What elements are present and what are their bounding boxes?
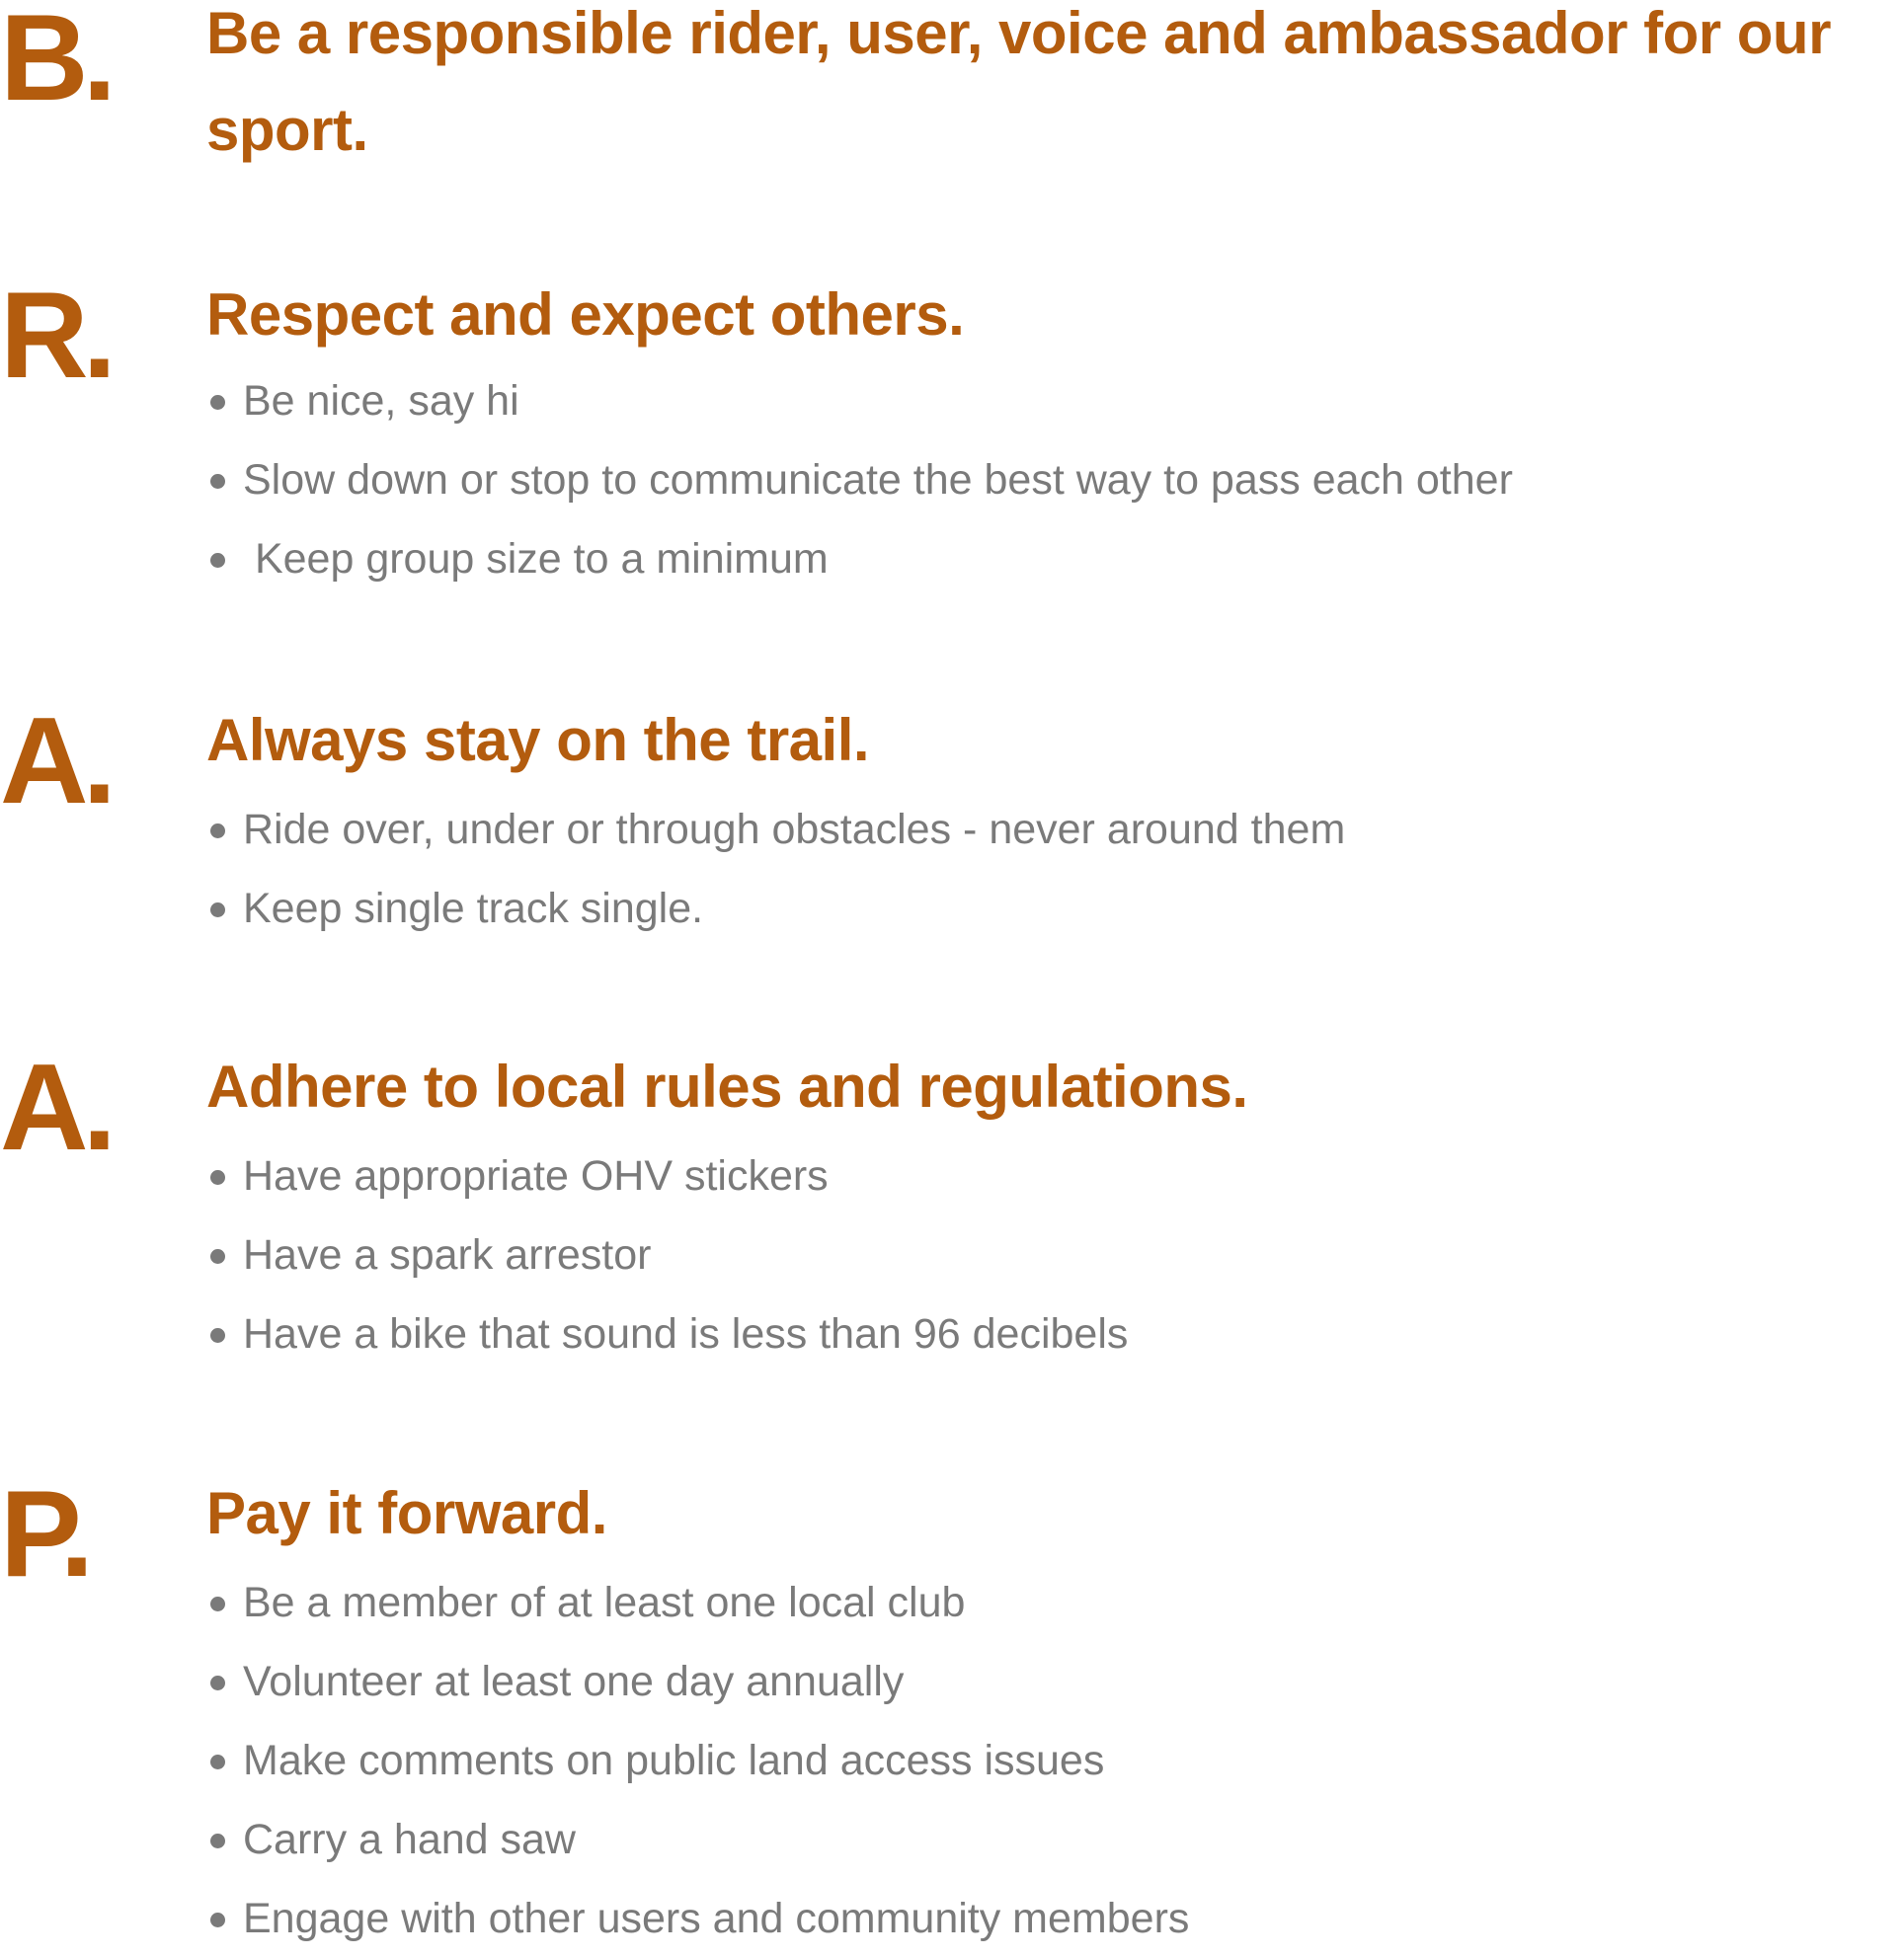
list-item-text: Carry a hand saw [243,1816,576,1863]
list-item-text: Slow down or stop to communicate the best way to pass each other [243,456,1513,504]
list-item [206,361,1513,440]
list-item-text: Make comments on public land access issues [243,1737,1105,1784]
list-item-text: Be nice, say hi [243,377,519,425]
list-item [206,869,1345,948]
section-letter: A. [0,693,111,829]
bullet-icon [210,1676,225,1690]
list-item-text: Keep single track single. [243,885,704,932]
bullet-icon [210,1913,225,1927]
list-item [206,1721,1189,1800]
list-item [206,1563,1189,1642]
section-heading: Pay it forward. [206,1480,607,1546]
list-item-text: Have a spark arrestor [243,1231,652,1279]
section-letter: P. [0,1466,89,1603]
list-item-text: Have a bike that sound is less than 96 decibels [243,1310,1129,1358]
list-item-text: Be a member of at least one local club [243,1579,966,1626]
bullet-icon [210,1328,225,1343]
list-item [206,1136,1128,1215]
list-item-text: Keep group size to a minimum [243,535,829,583]
list-item-text: Engage with other users and community members [243,1895,1190,1942]
bullet-icon [210,1597,225,1611]
bullet-list [206,1136,1128,1373]
bullet-icon [210,1249,225,1264]
list-item [206,1294,1128,1373]
bullet-icon [210,1170,225,1185]
section-heading: Be a responsible rider, user, voice and ambassador for our sport. [206,0,1831,163]
list-item-text: Ride over, under or through obstacles - never around them [243,806,1346,853]
bullet-icon [210,553,225,568]
list-item [206,440,1513,519]
section-heading: Adhere to local rules and regulations. [206,1054,1248,1120]
bullet-list [206,1563,1189,1958]
section-heading: Respect and expect others. [206,281,965,348]
section-letter: A. [0,1040,111,1176]
list-item [206,1642,1189,1721]
list-item-text: Have appropriate OHV stickers [243,1152,829,1200]
bullet-list [206,361,1513,598]
section-letter: R. [0,268,111,404]
bullet-icon [210,395,225,410]
section-letter: B. [0,0,111,126]
bullet-list [206,790,1345,948]
bullet-icon [210,1755,225,1769]
bullet-icon [210,902,225,917]
list-item [206,1215,1128,1294]
list-item [206,1879,1189,1958]
list-item [206,1800,1189,1879]
bullet-icon [210,823,225,838]
bullet-icon [210,474,225,489]
list-item [206,790,1345,869]
section-heading: Always stay on the trail. [206,707,870,773]
list-item [206,519,1513,598]
bullet-icon [210,1834,225,1848]
list-item-text: Volunteer at least one day annually [243,1658,905,1705]
